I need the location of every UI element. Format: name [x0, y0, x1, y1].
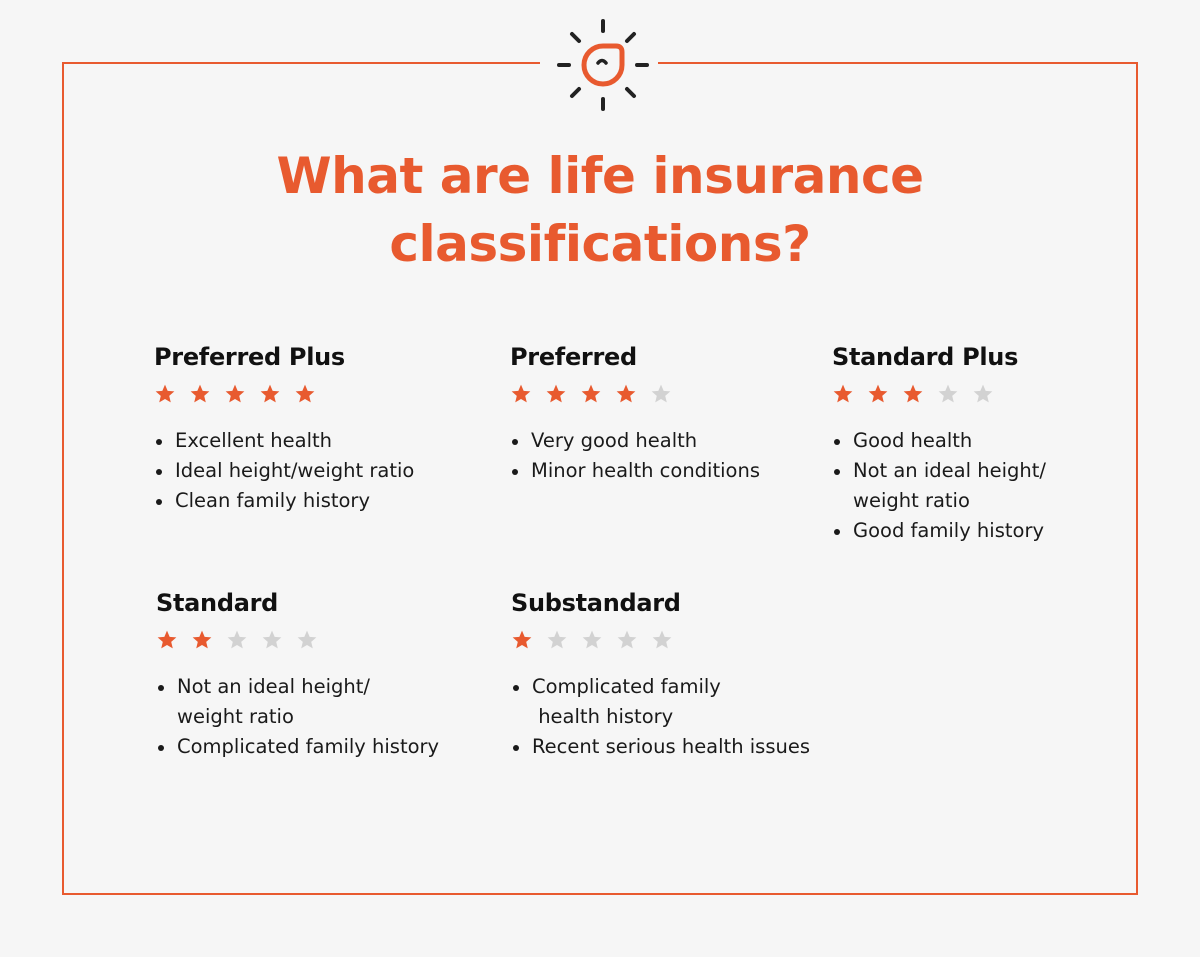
card-title: Substandard — [511, 589, 681, 617]
card-title: Standard — [156, 589, 279, 617]
card-standard — [156, 588, 486, 762]
star-empty-icon — [650, 383, 672, 405]
star-filled-icon — [615, 383, 637, 405]
bullet-text: Complicated family — [532, 675, 721, 698]
card-title: Preferred — [510, 343, 637, 371]
bullet-item — [511, 732, 851, 762]
bullet-item — [832, 516, 1112, 546]
card-standard-plus — [832, 342, 1112, 546]
star-filled-icon — [511, 629, 533, 651]
star-filled-icon — [580, 383, 602, 405]
bullet-text: Excellent health — [175, 429, 332, 452]
bullet-text: Good family history — [853, 519, 1045, 542]
bullet-text: weight ratio — [853, 489, 970, 512]
star-empty-icon — [261, 629, 283, 651]
bullet-list — [832, 426, 1112, 546]
bullet-text: Recent serious health issues — [532, 735, 811, 758]
bullet-text: health history — [532, 705, 674, 728]
star-filled-icon — [224, 383, 246, 405]
bullet-text: Complicated family history — [177, 735, 440, 758]
bullet-item — [832, 426, 1112, 456]
bullet-list — [510, 426, 810, 486]
star-rating — [156, 629, 486, 651]
bullet-item — [511, 672, 851, 732]
star-filled-icon — [832, 383, 854, 405]
card-title: Standard Plus — [832, 343, 1019, 371]
bullet-item — [510, 456, 810, 486]
bullet-text: weight ratio — [177, 705, 294, 728]
bullet-list — [154, 426, 484, 516]
star-empty-icon — [972, 383, 994, 405]
bullet-text: Good health — [853, 429, 973, 452]
card-substandard — [511, 588, 851, 762]
bullet-item — [154, 426, 484, 456]
star-empty-icon — [651, 629, 673, 651]
star-filled-icon — [191, 629, 213, 651]
star-rating — [832, 383, 1112, 405]
bullet-item — [156, 672, 486, 732]
star-filled-icon — [294, 383, 316, 405]
star-filled-icon — [510, 383, 532, 405]
star-filled-icon — [545, 383, 567, 405]
bullet-item — [154, 486, 484, 516]
star-empty-icon — [296, 629, 318, 651]
star-empty-icon — [581, 629, 603, 651]
card-title: Preferred Plus — [154, 343, 345, 371]
star-empty-icon — [937, 383, 959, 405]
star-filled-icon — [156, 629, 178, 651]
bullet-item — [156, 732, 486, 762]
sun-bird-icon — [553, 16, 653, 116]
title-line-1: What are life insurance — [276, 147, 924, 205]
bullet-text: Very good health — [531, 429, 698, 452]
star-filled-icon — [902, 383, 924, 405]
bullet-list — [511, 672, 851, 762]
bullet-item — [154, 456, 484, 486]
star-rating — [511, 629, 851, 651]
bullet-item — [832, 456, 1112, 516]
title-line-2: classifications? — [389, 215, 811, 273]
card-preferred — [510, 342, 810, 486]
star-filled-icon — [259, 383, 281, 405]
star-rating — [510, 383, 810, 405]
bullet-list — [156, 672, 486, 762]
star-empty-icon — [226, 629, 248, 651]
page-title — [0, 142, 1200, 278]
bullet-text: Clean family history — [175, 489, 370, 512]
bullet-text: Ideal height/weight ratio — [175, 459, 415, 482]
star-filled-icon — [189, 383, 211, 405]
bullet-text: Minor health conditions — [531, 459, 760, 482]
card-preferred-plus — [154, 342, 484, 516]
bullet-text: Not an ideal height/ — [853, 459, 1046, 482]
bullet-text: Not an ideal height/ — [177, 675, 370, 698]
star-empty-icon — [616, 629, 638, 651]
star-filled-icon — [867, 383, 889, 405]
star-filled-icon — [154, 383, 176, 405]
star-empty-icon — [546, 629, 568, 651]
star-rating — [154, 383, 484, 405]
bullet-item — [510, 426, 810, 456]
